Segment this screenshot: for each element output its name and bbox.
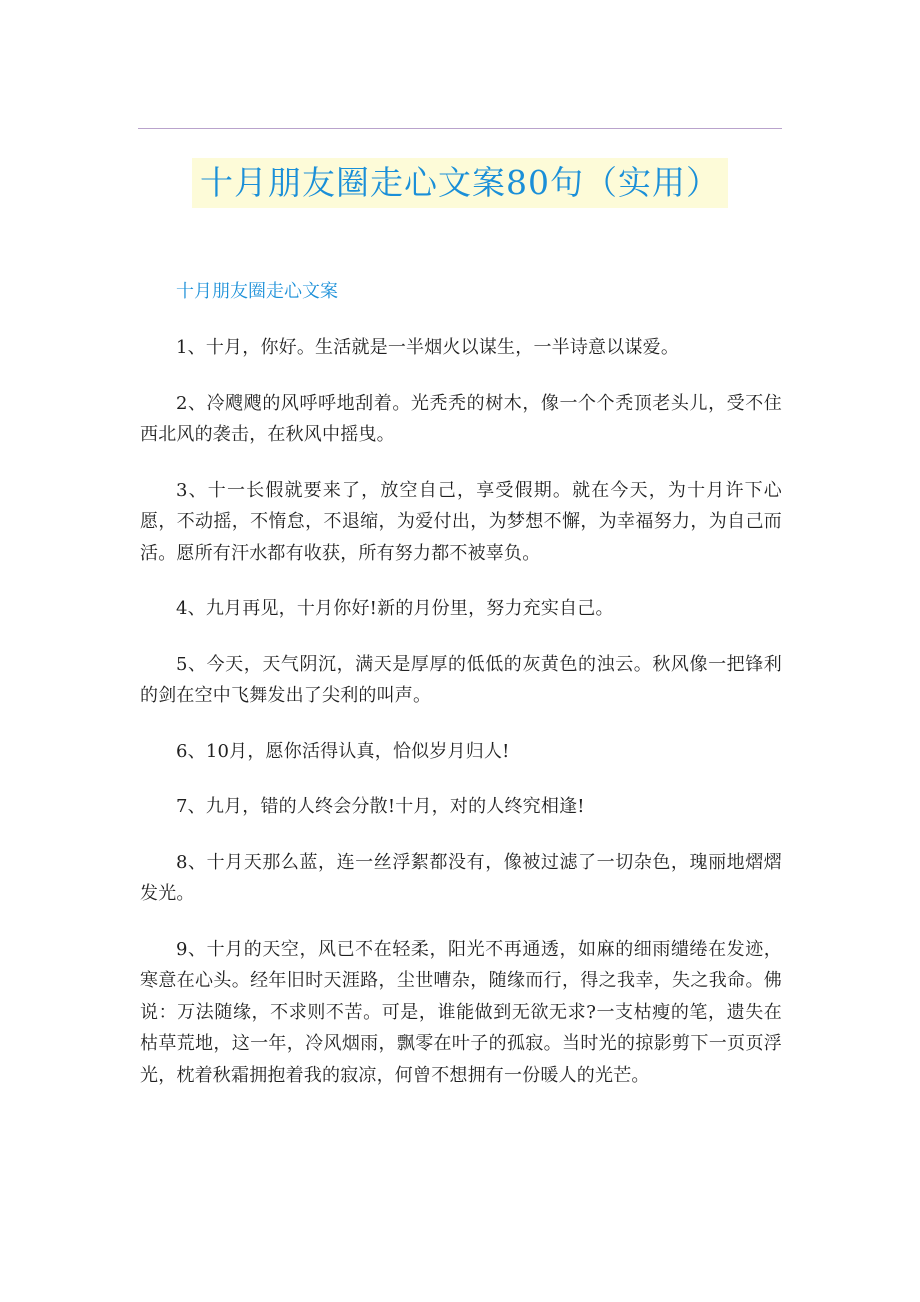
paragraph-3: 3、十一长假就要来了，放空自己，享受假期。就在今天，为十月许下心愿，不动摇，不惰怠，不退缩，为爱付出，为梦想不懈，为幸福努力，为自己而活。愿所有汗水都有收获，所有努力都不被辜负。 [140,479,782,564]
title-container [0,158,920,208]
header-divider [138,128,782,129]
paragraph-9: 9、十月的天空，风已不在轻柔，阳光不再通透，如麻的细雨缱绻在发迹，寒意在心头。经年旧时天涯路，尘世嘈杂，随缘而行，得之我幸，失之我命。佛说：万法随缘，不求则不苦。可是，谁能做到无欲无求?一支枯瘦的笔，遗失在枯草荒地，这一年，冷风烟雨，飘零在叶子的孤寂。当时光的掠影剪下一页页浮光，枕着秋霜拥抱着我的寂凉，何曾不想拥有一份暖人的光芒。 [140,938,782,1086]
section-heading: 十月朋友圈走心文案 [176,281,338,302]
paragraph-2: 2、冷飕飕的风呼呼地刮着。光秃秃的树木，像一个个秃顶老头儿，受不住西北风的袭击，在秋风中摇曳。 [140,392,782,445]
paragraph-7: 7、九月，错的人终会分散!十月，对的人终究相逢! [176,796,585,817]
paragraph-6: 6、10月，愿你活得认真，恰似岁月归人! [176,740,510,762]
paragraph-5: 5、今天，天气阴沉，满天是厚厚的低低的灰黄色的浊云。秋风像一把锋利的剑在空中飞舞发出了尖利的叫声。 [140,653,782,706]
article-body [140,332,782,1115]
document-title: 十月朋友圈走心文案80句（实用） [192,158,728,208]
paragraph-8: 8、十月天那么蓝，连一丝浮絮都没有，像被过滤了一切杂色，瑰丽地熠熠发光。 [140,851,782,904]
paragraph-4: 4、九月再见，十月你好!新的月份里，努力充实自己。 [176,598,614,619]
paragraph-1: 1、十月，你好。生活就是一半烟火以谋生，一半诗意以谋爱。 [176,337,680,358]
